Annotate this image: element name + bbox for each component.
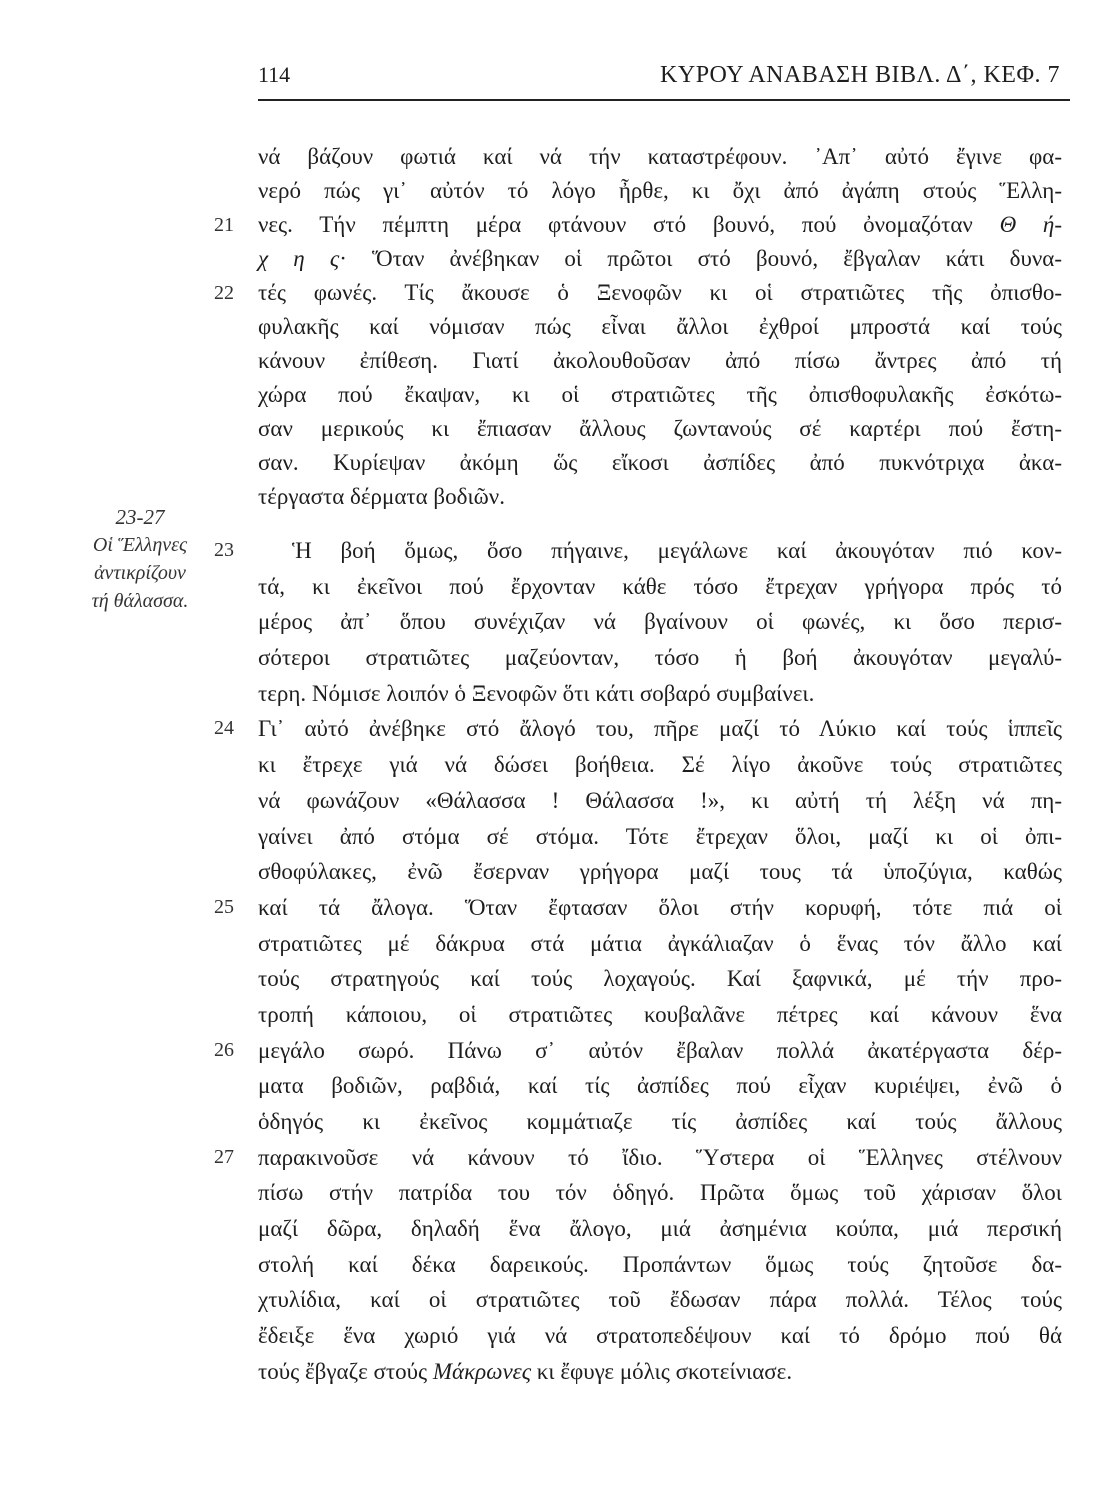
text-line: [258, 310, 1062, 344]
text-segment: παρακινοῦσε νά κάνουν τό ἴδιο. Ὕστερα οἱ Ἕλληνες στέλνουν: [258, 1144, 1062, 1170]
line-text: [258, 1282, 1062, 1318]
text-segment: κι ἔτρεχε γιά νά δώσει βοήθεια. Σέ λίγο ἀκοῦνε τούς στρατιῶτες: [258, 752, 1062, 778]
text-segment: νά βάζουν φωτιά καί νά τήν καταστρέφουν. ᾿Απ᾿ αὐτό ἔγινε φα-: [258, 144, 1062, 169]
line-text: [258, 1068, 1062, 1104]
line-text: [258, 1211, 1062, 1247]
section-number: 25: [214, 895, 234, 918]
line-text: [258, 819, 1062, 855]
line-text: [258, 961, 1062, 997]
text-line: [214, 890, 1062, 926]
text-line: [258, 1068, 1062, 1104]
line-text: [258, 412, 1062, 446]
text-segment: · Ὅταν ἀνέβηκαν οἱ πρῶτοι στό βουνό, ἔβγαλαν κάτι δυνα-: [339, 246, 1062, 271]
line-text: [258, 1104, 1062, 1140]
text-line: [258, 174, 1062, 208]
line-text: [258, 604, 1062, 640]
line-text: [258, 140, 1062, 174]
text-segment: σαν. Κυρίεψαν ἀκόμη ὥς εἴκοσι ἀσπίδες ἀπό πυκνότριχα ἀκα-: [258, 450, 1062, 475]
text-segment: τερη. Νόμισε λοιπόν ὁ Ξενοφῶν ὅτι κάτι σοβαρό συμβαίνει.: [258, 680, 815, 706]
line-text: [258, 1318, 1062, 1354]
line-text: [258, 711, 1062, 747]
text-segment: τά, κι ἐκεῖνοι πού ἔρχονταν κάθε τόσο ἔτρεχαν γρήγορα πρός τό: [258, 573, 1062, 599]
line-text: [258, 569, 1062, 605]
line-text: [258, 310, 1062, 344]
page-number: 114: [258, 62, 291, 87]
text-line: [258, 961, 1062, 997]
line-text: [292, 533, 1062, 569]
text-line: [214, 533, 1062, 569]
italic-text: Θ ή-: [999, 212, 1062, 237]
text-line: [258, 1211, 1062, 1247]
line-text: [258, 1033, 1062, 1069]
line-text: [258, 480, 1062, 514]
text-line: [214, 208, 1062, 242]
text-line: [258, 242, 1062, 276]
line-text: [258, 344, 1062, 378]
text-segment: χτυλίδια, καί οἱ στρατιῶτες τοῦ ἔδωσαν πάρα πολλά. Τέλος τούς: [258, 1287, 1062, 1313]
text-line: [258, 1175, 1062, 1211]
line-text: [258, 926, 1062, 962]
text-segment: γαίνει ἀπό στόμα σέ στόμα. Τότε ἔτρεχαν ὅλοι, μαζί κι οἱ ὀπι-: [258, 823, 1062, 849]
margin-note-line: Οἱ Ἕλληνες: [92, 534, 188, 556]
line-text: [258, 1140, 1062, 1176]
margin-note-range: 23-27: [115, 505, 165, 529]
text-line: [214, 1140, 1062, 1176]
text-line: [214, 276, 1062, 310]
text-line: [258, 640, 1062, 676]
text-segment: τές φωνές. Τίς ἄκουσε ὁ Ξενοφῶν κι οἱ στρατιῶτες τῆς ὀπισθο-: [258, 280, 1062, 305]
text-line: [258, 1354, 1062, 1390]
line-text: [258, 446, 1062, 480]
text-line: [258, 1104, 1062, 1140]
italic-text: Μάκρωνες: [432, 1358, 532, 1384]
text-segment: μεγάλο σωρό. Πάνω σ᾿ αὐτόν ἔβαλαν πολλά ἀκατέργαστα δέρ-: [258, 1037, 1062, 1063]
text-segment: σαν μερικούς κι ἔπιασαν ἄλλους ζωντανούς σέ καρτέρι πού ἔστη-: [258, 416, 1062, 441]
text-segment: Ἡ βοή ὅμως, ὅσο πήγαινε, μεγάλωνε καί ἀκουγόταν πιό κον-: [292, 538, 1062, 563]
line-text: [258, 242, 1062, 276]
text-line: [258, 783, 1062, 819]
text-line: [258, 412, 1062, 446]
text-segment: φυλακῆς καί νόμισαν πώς εἶναι ἄλλοι ἐχθροί μπροστά καί τούς: [258, 314, 1062, 339]
section-number: 23: [214, 539, 234, 561]
text-line: [258, 1318, 1062, 1354]
line-text: [258, 208, 1062, 242]
section-number: 27: [214, 1145, 234, 1168]
text-segment: τούς ἔβγαζε στούς: [258, 1358, 433, 1384]
line-text: [258, 854, 1062, 890]
text-line: [258, 819, 1062, 855]
text-line: [258, 676, 1062, 712]
line-text: [258, 640, 1062, 676]
text-line: [258, 446, 1062, 480]
line-text: [258, 747, 1062, 783]
text-line: [258, 747, 1062, 783]
text-line: [258, 854, 1062, 890]
paragraph-block-2: [214, 533, 1062, 1390]
text-line: [214, 1033, 1062, 1069]
text-segment: στρατιῶτες μέ δάκρυα στά μάτια ἀγκάλιαζαν ὁ ἕνας τόν ἄλλο καί: [258, 930, 1062, 956]
text-line: [258, 1282, 1062, 1318]
line-text: [258, 676, 1062, 712]
text-segment: τροπή κάποιου, οἱ στρατιῶτες κουβαλᾶνε πέτρες καί κάνουν ἕνα: [258, 1001, 1062, 1027]
section-number: 24: [214, 717, 234, 740]
text-segment: μέρος ἀπ᾿ ὅπου συνέχιζαν νά βγαίνουν οἱ φωνές, κι ὅσο περισ-: [258, 609, 1062, 635]
text-segment: τούς στρατηγούς καί τούς λοχαγούς. Καί ξαφνικά, μέ τήν προ-: [258, 966, 1062, 992]
text-line: [258, 1247, 1062, 1283]
text-segment: νες. Τήν πέμπτη μέρα φτάνουν στό βουνό, πού ὀνομαζόταν: [258, 212, 1000, 237]
margin-note: [50, 503, 230, 615]
text-segment: Γι᾿ αὐτό ἀνέβηκε στό ἄλογό του, πῆρε μαζί τό Λύκιο καί τούς ἱππεῖς: [258, 716, 1062, 742]
text-line: [258, 569, 1062, 605]
text-segment: κι ἔφυγε μόλις σκοτείνιασε.: [531, 1358, 793, 1384]
line-text: [258, 276, 1062, 310]
line-text: [258, 997, 1062, 1033]
text-segment: τέργαστα δέρματα βοδιῶν.: [258, 484, 505, 509]
text-segment: νά φωνάζουν «Θάλασσα ! Θάλασσα !», κι αὐτή τή λέξη νά πη-: [258, 787, 1062, 813]
text-line: [214, 711, 1062, 747]
margin-note-line: τή θάλασσα.: [91, 590, 189, 612]
header-rule: [258, 99, 1070, 101]
text-segment: σότεροι στρατιῶτες μαζεύονταν, τόσο ἡ βοή ἀκουγόταν μεγαλύ-: [258, 645, 1062, 671]
section-number: 22: [214, 282, 234, 304]
text-segment: ἔδειξε ἕνα χωριό γιά νά στρατοπεδέψουν καί τό δρόμο πού θά: [258, 1323, 1062, 1349]
text-segment: σθοφύλακες, ἐνῶ ἔσερναν γρήγορα μαζί τους τά ὑποζύγια, καθώς: [258, 859, 1062, 885]
text-line: [258, 480, 1062, 514]
margin-note-line: ἀντικρίζουν: [94, 562, 186, 584]
text-line: [258, 378, 1062, 412]
italic-text: χ η ς: [258, 246, 340, 271]
line-text: [258, 1354, 1062, 1390]
text-segment: χώρα πού ἔκαψαν, κι οἱ στρατιῶτες τῆς ὀπισθοφυλακῆς ἐσκότω-: [258, 382, 1062, 407]
text-line: [258, 140, 1062, 174]
text-segment: κάνουν ἐπίθεση. Γιατί ἀκολουθοῦσαν ἀπό πίσω ἄντρες ἀπό τή: [258, 348, 1062, 373]
line-text: [258, 1247, 1062, 1283]
section-number: 21: [214, 214, 234, 236]
line-text: [258, 890, 1062, 926]
text-line: [258, 997, 1062, 1033]
line-text: [258, 378, 1062, 412]
text-line: [258, 604, 1062, 640]
running-title: ΚΥΡΟΥ ΑΝΑΒΑΣΗ ΒΙΒΛ. Δ΄, ΚΕΦ. 7: [660, 62, 1060, 88]
text-segment: πίσω στήν πατρίδα του τόν ὁδηγό. Πρῶτα ὅμως τοῦ χάρισαν ὅλοι: [258, 1180, 1062, 1206]
text-segment: στολή καί δέκα δαρεικούς. Προπάντων ὅμως τούς ζητοῦσε δα-: [258, 1251, 1062, 1277]
text-segment: ὁδηγός κι ἐκεῖνος κομμάτιαζε τίς ἀσπίδες καί τούς ἄλλους: [258, 1109, 1062, 1134]
text-segment: νερό πώς γι᾿ αὐτόν τό λόγο ἦρθε, κι ὄχι ἀπό ἀγάπη στούς Ἕλλη-: [258, 178, 1062, 203]
section-number: 26: [214, 1038, 234, 1061]
paragraph-block-1: [214, 140, 1062, 514]
line-text: [258, 174, 1062, 208]
text-segment: μαζί δῶρα, δηλαδή ἕνα ἄλογο, μιά ἀσημένια κούπα, μιά περσική: [258, 1216, 1062, 1242]
line-text: [258, 1175, 1062, 1211]
text-line: [258, 344, 1062, 378]
text-segment: καί τά ἄλογα. Ὅταν ἔφτασαν ὅλοι στήν κορυφή, τότε πιά οἱ: [258, 894, 1062, 920]
line-text: [258, 783, 1062, 819]
text-line: [258, 926, 1062, 962]
text-segment: ματα βοδιῶν, ραβδιά, καί τίς ἀσπίδες πού εἶχαν κυριέψει, ἐνῶ ὁ: [258, 1073, 1062, 1099]
